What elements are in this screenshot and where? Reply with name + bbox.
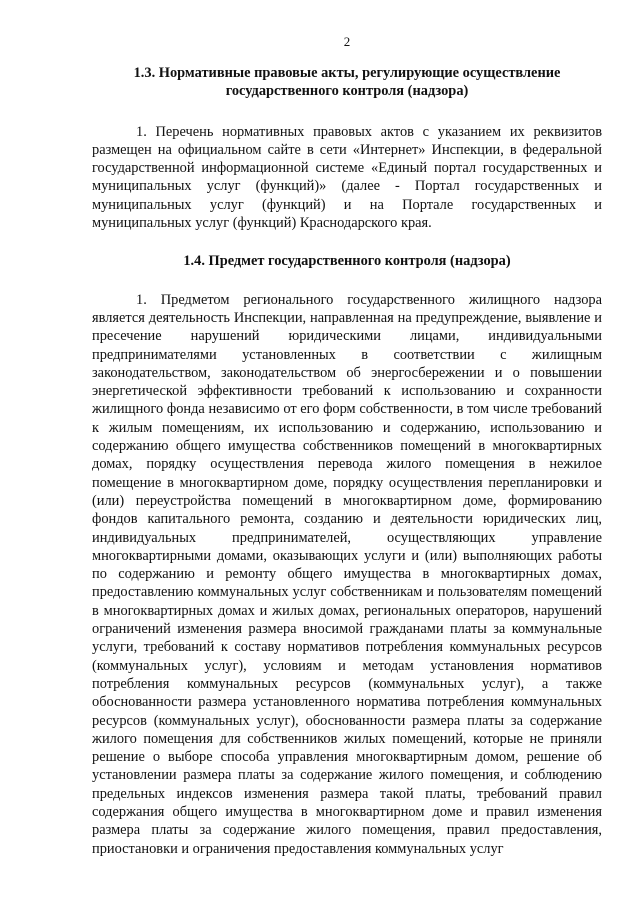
section-1-3-paragraph: 1. Перечень нормативных правовых актов с указанием их реквизитов размещен на официальном сайте в сети «Интернет» Инспекции, в федеральной государственной информационной системе «Единый портал государственных и муниципальных услуг (функций)» (далее - Портал государственных и муниципальных услуг (функций) и на Портале государственных и муниципальных услуг (функций) Краснодарского края. xyxy=(92,123,602,232)
section-1-3-heading: 1.3. Нормативные правовые акты, регулирующие осуществление государственного контроля (надзора) xyxy=(133,65,561,100)
page-number: 2 xyxy=(343,34,351,49)
section-1-4-heading: 1.4. Предмет государственного контроля (надзора) xyxy=(183,253,511,270)
section-1-4-paragraph: 1. Предметом регионального государственного жилищного надзора является деятельность Инспекции, направленная на предупреждение, выявление и пресечение нарушений юридическими лицами, индивидуальными предпринимателями установленных в соответствии с жилищным законодательством, законодательством об энергосбережении и о повышении энергетической эффективности требований к использованию и сохранности жилищного фонда независимо от его форм собственности, в том числе требований к жилым помещениям, их использованию и содержанию, использованию и содержанию общего имущества собственников помещений в многоквартирных домах, порядку осуществления перевода жилого помещения в нежилое помещение в многоквартирном доме, порядку осуществления перепланировки и (или) переустройства помещений в многоквартирном доме, формированию фондов капитального ремонта, созданию и деятельности юридических лиц, индивидуальных предпринимателей, осуществляющих управление многоквартирными домами, оказывающих услуги и (или) выполняющих работы по содержанию и ремонту общего имущества в многоквартирных домах, предоставлению коммунальных услуг собственникам и пользователям помещений в многоквартирных домах и жилых домах, региональных операторов, нарушений ограничений изменения размера вносимой гражданами платы за коммунальные услуги, требований к составу нормативов потребления коммунальных ресурсов (коммунальных услуг), условиям и методам установления нормативов потребления коммунальных ресурсов (коммунальных услуг), а также обоснованности размера установленного норматива потребления коммунальных ресурсов (коммунальных услуг), обоснованности размера платы за содержание жилого помещения для собственников жилых помещений, которые не приняли решение о выборе способа управления многоквартирным домом, решение об установлении размера платы за содержание жилого помещения, и соблюдению предельных индексов изменения размера такой платы, требований правил содержания общего имущества в многоквартирном доме и правил изменения размера платы за содержание жилого помещения, правил предоставления, приостановки и ограничения предоставления коммунальных услуг xyxy=(92,291,602,857)
